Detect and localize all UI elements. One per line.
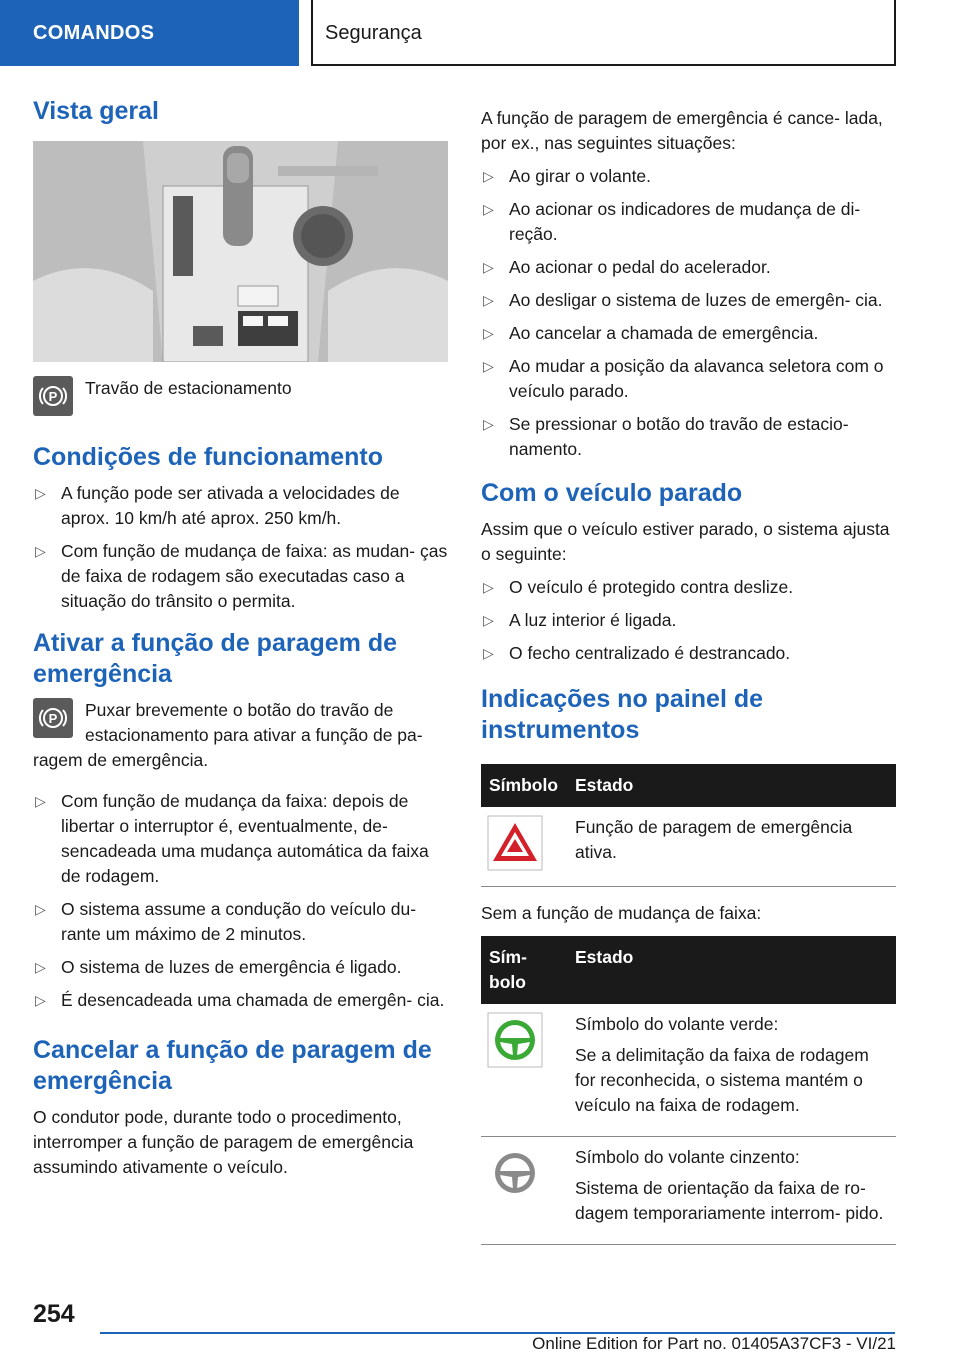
list-item: ▷ Com função de mudança de faixa: as mudan‐ ças de faixa de rodagem são executadas caso a situação do trânsito o permita. [33,539,448,614]
activate-heading: Ativar a função de paragem de emergência [33,629,398,688]
left-column [33,96,448,1188]
symbol-cell [481,1137,567,1245]
state-title: Símbolo do volante verde: [575,1014,779,1034]
list-item: ▷ Com função de mudança da faixa: depois de libertar o interruptor é, eventualmente, de‐ sencadeada uma mudança automática da faixa de rodagem. [33,789,448,889]
right-column [481,106,896,1259]
indications-heading: Indicações no painel de instrumentos [481,685,764,744]
parking-brake-icon [33,376,73,416]
cancel-text: O condutor pode, durante todo o procedimento, interromper a função de paragem de emergência assumindo ativamente o veículo. [33,1107,414,1177]
overview-heading: Vista geral [33,97,160,125]
list-item: ▷ Ao desligar o sistema de luzes de emergên‐ cia. [481,288,896,313]
table-row [481,807,896,887]
parking-brake-caption: Travão de estacionamento [85,378,292,398]
list-item: ▷ É desencadeada uma chamada de emergên‐ cia. [33,988,448,1013]
conditions-heading: Condições de funcionamento [33,443,384,471]
state-title: Símbolo do volante cinzento: [575,1147,800,1167]
list-item: ▷ O sistema assume a condução do veículo du‐ rante um máximo de 2 minutos. [33,897,448,947]
steering-wheel-grey-icon [487,1145,543,1201]
steering-wheel-green-icon [487,1012,543,1068]
state-cell: Função de paragem de emergência ativa. [567,807,896,887]
warning-triangle-icon [487,815,543,871]
list-item: ▷ Ao mudar a posição da alavanca seletora com o veículo parado. [481,354,896,404]
state-cell [567,1004,896,1137]
list-item: ▷ Ao cancelar a chamada de emergência. [481,321,896,346]
parking-brake-row [33,376,448,420]
list-item: ▷ Ao girar o volante. [481,164,896,189]
no-lane-change-text: Sem a função de mudança de faixa: [481,903,762,923]
list-item: ▷ O veículo é protegido contra deslize. [481,575,896,600]
table-row [481,1137,896,1245]
svg-text:P: P [48,389,58,404]
list-item: ▷ A função pode ser ativada a velocidades de aprox. 10 km/h até aprox. 250 km/h. [33,481,448,531]
stopped-heading: Com o veículo parado [481,479,743,507]
stopped-intro: Assim que o veículo estiver parado, o sistema ajusta o seguinte: [481,519,890,564]
list-item: ▷ Se pressionar o botão do travão de estacio‐ namento. [481,412,896,462]
table-header-symbol: Símbolo [481,764,567,807]
state-description: Sistema de orientação da faixa de ro‐ dagem temporariamente interrom‐ pido. [575,1178,884,1223]
table-header-state: Estado [567,764,896,807]
list-item: ▷ Ao acionar o pedal do acelerador. [481,255,896,280]
console-illustration [33,141,448,362]
symbol-cell [481,807,567,887]
activate-text: Puxar brevemente o botão do travão de estacionamento para ativar a função de pa‐ ragem de emergência. [33,700,423,770]
conditions-list [33,481,448,614]
table-header-state: Estado [567,936,896,1004]
cancel-heading: Cancelar a função de paragem de emergência [33,1036,432,1095]
cancel-intro: A função de paragem de emergência é cance‐ lada, por ex., nas seguintes situações: [481,108,883,153]
edition-text: Online Edition for Part no. 01405A37CF3 - VI/21 [532,1334,896,1353]
table-row [481,1004,896,1137]
list-item: ▷ O fecho centralizado é destrancado. [481,641,896,666]
activate-row [33,698,448,781]
activate-list [33,789,448,1013]
parking-brake-icon [33,698,73,738]
stopped-list [481,575,896,666]
cancel-list [481,164,896,462]
state-description: Se a delimitação da faixa de rodagem for reconhecida, o sistema mantém o veículo na faixa de rodagem. [575,1045,869,1115]
chapter-tab: COMANDOS [0,0,299,66]
steering-symbol-table [481,936,896,1245]
emergency-symbol-table [481,764,896,887]
list-item: ▷ O sistema de luzes de emergência é ligado. [33,955,448,980]
center-console-photo [33,141,448,362]
list-item: ▷ Ao acionar os indicadores de mudança de di‐ reção. [481,197,896,247]
list-item: ▷ A luz interior é ligada. [481,608,896,633]
page-number: 254 [33,1300,75,1328]
symbol-cell [481,1004,567,1137]
table-header-symbol: Sím‐ bolo [481,936,567,1004]
section-title: Segurança [311,0,896,66]
state-cell [567,1137,896,1245]
svg-text:P: P [48,711,58,726]
